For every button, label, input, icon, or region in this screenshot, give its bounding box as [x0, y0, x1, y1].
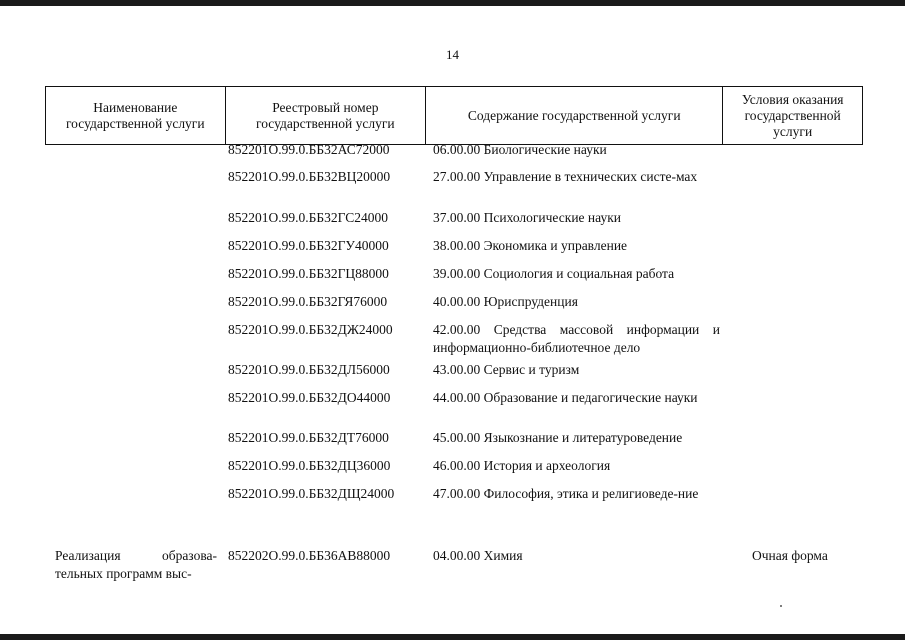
table-row: [45, 389, 863, 407]
service-name-cell: [45, 321, 225, 357]
registry-number-cell: 852201О.99.0.ББ32ДТ76000: [228, 430, 389, 445]
service-content-cell: 47.00.00 Философия, этика и религиоведе-ние: [433, 486, 699, 501]
service-name-cell: [45, 293, 225, 311]
header-service-name: Наименование государственной услуги: [46, 87, 226, 144]
service-name-cell: [45, 265, 225, 283]
conditions-cell: [724, 321, 863, 357]
registry-number-cell: 852201О.99.0.ББ32ДЖ24000: [228, 322, 393, 337]
service-name-cell: Реализация образова-тельных программ выс-: [55, 548, 217, 581]
service-name-cell: [45, 429, 225, 447]
header-registry-number: Реестровый номер государственной услуги: [226, 87, 427, 144]
registry-number-cell: 852201О.99.0.ББ32ДЛ56000: [228, 362, 390, 377]
registry-number-cell: 852201О.99.0.ББ32ДЦ36000: [228, 458, 391, 473]
service-name-cell: [45, 485, 225, 503]
conditions-cell: [724, 389, 863, 407]
registry-number-cell: 852201О.99.0.ББ32ДО44000: [228, 390, 391, 405]
table-row: [45, 168, 863, 186]
page-number: 14: [446, 47, 459, 62]
conditions-cell: [724, 168, 863, 186]
table-row: [45, 293, 863, 311]
service-name-cell: [45, 237, 225, 255]
table-row: [45, 547, 863, 583]
service-content-cell: 37.00.00 Психологические науки: [433, 210, 621, 225]
service-name-cell: [45, 141, 225, 159]
table-row: [45, 237, 863, 255]
service-content-cell: 45.00.00 Языкознание и литературоведение: [433, 430, 683, 445]
service-content-cell: 40.00.00 Юриспруденция: [433, 294, 578, 309]
table-row: [45, 457, 863, 475]
conditions-cell: [724, 485, 863, 503]
header-service-content: Содержание государственной услуги: [426, 87, 723, 144]
bottom-border-bar: [0, 634, 905, 640]
registry-number-cell: 852201О.99.0.ББ32ГЯ76000: [228, 294, 388, 309]
registry-number-cell: 852201О.99.0.ББ32ДЩ24000: [228, 486, 395, 501]
top-border-bar: [0, 0, 905, 6]
service-content-cell: 06.00.00 Биологические науки: [433, 142, 607, 157]
conditions-cell: [724, 265, 863, 283]
table-row: [45, 141, 863, 159]
service-name-cell: [45, 389, 225, 407]
conditions-cell: [724, 457, 863, 475]
registry-number-cell: 852201О.99.0.ББ32ГС24000: [228, 210, 389, 225]
service-name-cell: [45, 209, 225, 227]
service-content-cell: 43.00.00 Сервис и туризм: [433, 362, 580, 377]
conditions-cell: [724, 429, 863, 447]
conditions-cell: [724, 237, 863, 255]
service-content-cell: 38.00.00 Экономика и управление: [433, 238, 628, 253]
registry-number-cell: 852202О.99.0.ББ36АВ88000: [228, 548, 391, 563]
service-content-cell: 44.00.00 Образование и педагогические науки: [433, 390, 698, 405]
table-row: [45, 321, 863, 357]
registry-number-cell: 852201О.99.0.ББ32АС72000: [228, 142, 390, 157]
service-content-cell: 04.00.00 Химия: [433, 548, 523, 563]
service-name-cell: [45, 361, 225, 379]
table-row: [45, 265, 863, 283]
service-content-cell: 42.00.00 Средства массовой информации и информационно-библиотечное дело: [433, 322, 720, 355]
service-content-cell: 27.00.00 Управление в технических систе-мах: [433, 169, 698, 184]
table-row: [45, 361, 863, 379]
service-content-cell: 39.00.00 Социология и социальная работа: [433, 266, 675, 281]
table-row: [45, 485, 863, 503]
registry-number-cell: 852201О.99.0.ББ32ГЦ88000: [228, 266, 389, 281]
header-service-conditions: Условия оказания государственной услуги: [741, 91, 844, 139]
scan-speck: [780, 605, 782, 607]
registry-number-cell: 852201О.99.0.ББ32ВЦ20000: [228, 169, 391, 184]
table-row: [45, 209, 863, 227]
table-header: [45, 86, 863, 145]
conditions-cell: [724, 141, 863, 159]
conditions-cell: Очная форма: [752, 548, 828, 563]
service-content-cell: 46.00.00 История и археология: [433, 458, 611, 473]
service-name-cell: [45, 457, 225, 475]
registry-number-cell: 852201О.99.0.ББ32ГУ40000: [228, 238, 389, 253]
conditions-cell: [724, 209, 863, 227]
conditions-cell: [724, 293, 863, 311]
service-name-cell: [45, 168, 225, 186]
table-row: [45, 429, 863, 447]
conditions-cell: [724, 361, 863, 379]
